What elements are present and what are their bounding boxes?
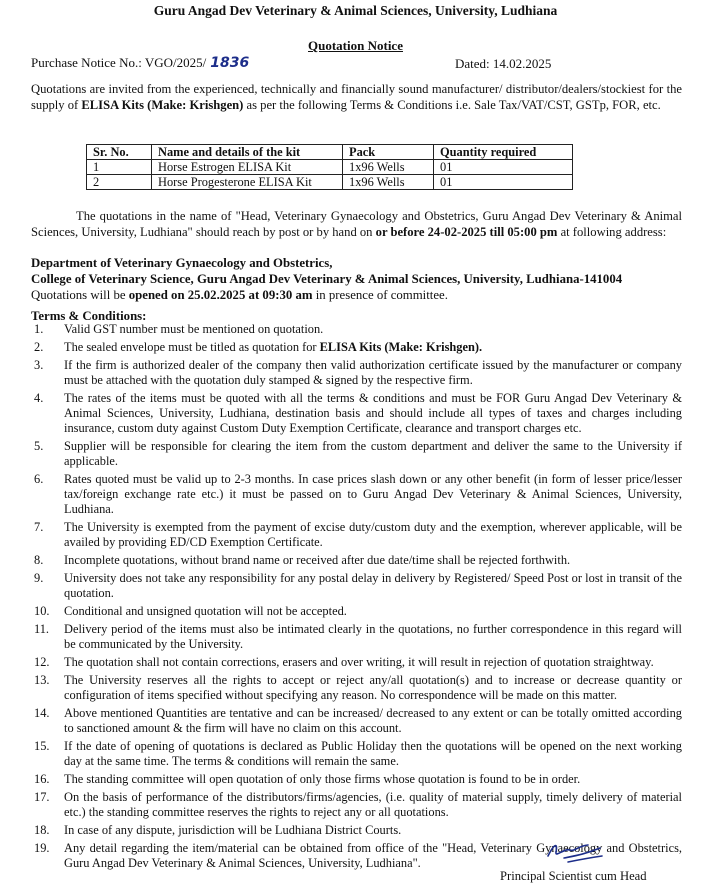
term-item	[31, 673, 682, 703]
term-number: 18.	[34, 823, 50, 837]
term-number: 10.	[34, 604, 50, 618]
term-text: The sealed envelope must be titled as quotation for	[64, 340, 320, 354]
term-number: 19.	[34, 841, 50, 855]
term-item	[31, 472, 682, 517]
term-text: If the date of opening of quotations is declared as Public Holiday then the quotations will be opened on the next working day at the same time. The terms & conditions will remain the same.	[64, 739, 682, 768]
cell-sr-no: 2	[87, 175, 152, 190]
purchase-notice-label: Purchase Notice No.: VGO/2025/	[31, 55, 207, 70]
term-text: On the basis of performance of the distributors/firms/agencies, (i.e. quality of material supply, timely delivery of material etc.) the standing committee reserves the rights to reject any or all quotations.	[64, 790, 682, 819]
term-number: 16.	[34, 772, 50, 786]
term-number: 3.	[34, 358, 44, 372]
address-college: College of Veterinary Science, Guru Angad Dev Veterinary & Animal Sciences, University, Ludhiana-141004	[31, 272, 623, 286]
term-item	[31, 790, 682, 820]
notice-title: Quotation Notice	[308, 38, 403, 53]
term-number: 17.	[34, 790, 50, 804]
term-text: Conditional and unsigned quotation will not be accepted.	[64, 604, 347, 618]
handwritten-notice-number: 1836	[210, 55, 250, 71]
term-item	[31, 553, 682, 568]
term-text: University does not take any responsibility for any postal delay in delivery by Registered/ Speed Post or lost in transit of the quotation.	[64, 571, 682, 600]
term-item	[31, 739, 682, 769]
term-text: Any detail regarding the item/material can be obtained from office of the "Head, Veterinary Gynaecology and Obstetrics, Guru Angad Dev Veterinary & Animal Sciences, University, Ludhiana".	[64, 841, 682, 870]
term-item	[31, 358, 682, 388]
table-row	[87, 175, 573, 190]
term-number: 1.	[34, 322, 44, 336]
term-number: 8.	[34, 553, 44, 567]
term-number: 5.	[34, 439, 44, 453]
col-sr-no: Sr. No.	[87, 145, 152, 160]
signer-title: Principal Scientist cum Head	[500, 869, 647, 883]
intro-paragraph: Quotations are invited from the experienced, technically and financially sound manufacturer/ distributor/dealers/stockiest for the supply of ELISA Kits (Make: Krishgen) as per the following Terms & Conditions i.e. Sale Tax/VAT/CST, GSTp, FOR, etc.	[31, 82, 682, 112]
cell-quantity: 01	[434, 175, 573, 190]
terms-heading: Terms & Conditions:	[31, 309, 147, 323]
term-number: 12.	[34, 655, 50, 669]
notice-date: Dated: 14.02.2025	[455, 56, 552, 71]
university-title: Guru Angad Dev Veterinary & Animal Sciences, University, Ludhiana	[153, 3, 558, 18]
term-item	[31, 655, 682, 670]
term-item	[31, 439, 682, 469]
submission-paragraph: The quotations in the name of "Head, Veterinary Gynaecology and Obstetrics, Guru Angad Dev Veterinary & Animal Sciences, University, Ludhiana" should reach by post or by hand on or before 24-02-2025 till 05:00 pm at following address:	[31, 209, 682, 239]
term-text: Delivery period of the items must also be intimated clearly in the quotations, no further correspondence in this regard will be communicated by the University.	[64, 622, 682, 651]
term-item	[31, 604, 682, 619]
term-text: Valid GST number must be mentioned on quotation.	[64, 322, 324, 336]
table-header-row	[87, 145, 573, 160]
term-number: 7.	[34, 520, 44, 534]
table-row	[87, 160, 573, 175]
opening-date: opened on 25.02.2025 at 09:30 am	[128, 288, 313, 302]
term-item	[31, 571, 682, 601]
term-number: 11.	[34, 622, 50, 636]
cell-sr-no: 1	[87, 160, 152, 175]
term-text: Supplier will be responsible for clearing the item from the custom department and deliver the same to the University if applicable.	[64, 439, 682, 468]
cell-kit-name: Horse Estrogen ELISA Kit	[152, 160, 343, 175]
term-item	[31, 340, 682, 355]
col-pack: Pack	[343, 145, 434, 160]
term-text: The standing committee will open quotation of only those firms whose quotation is found to be in order.	[64, 772, 581, 786]
term-text: The University is exempted from the payment of excise duty/custom duty and the exemption, wherever applicable, will be availed by providing ED/CD Exemption Certificate.	[64, 520, 682, 549]
opening-line: Quotations will be opened on 25.02.2025 at 09:30 am in presence of committee.	[31, 288, 448, 302]
col-quantity: Quantity required	[434, 145, 573, 160]
term-item	[31, 520, 682, 550]
terms-list	[31, 322, 682, 874]
cell-pack: 1x96 Wells	[343, 175, 434, 190]
term-bold-text: ELISA Kits (Make: Krishgen).	[319, 340, 483, 354]
purchase-notice-number	[31, 55, 249, 71]
term-item	[31, 391, 682, 436]
term-number: 6.	[34, 472, 44, 486]
submission-deadline: or before 24-02-2025 till 05:00 pm	[375, 225, 558, 239]
term-text: The quotation shall not contain corrections, erasers and over writing, it will result in rejection of quotation straightway.	[64, 655, 654, 669]
term-number: 13.	[34, 673, 50, 687]
intro-kit-name: ELISA Kits (Make: Krishgen)	[81, 98, 244, 112]
cell-quantity: 01	[434, 160, 573, 175]
term-number: 4.	[34, 391, 44, 405]
term-text: The University reserves all the rights to accept or reject any/all quotation(s) and to increase or decrease quantity or configuration of items specified without specifying any reason. No correspondence will be made on this matter.	[64, 673, 682, 702]
term-number: 15.	[34, 739, 50, 753]
term-text: Incomplete quotations, without brand name or received after due date/time shall be rejected forthwith.	[64, 553, 571, 567]
term-number: 2.	[34, 340, 44, 354]
kits-table	[86, 144, 573, 190]
signature-icon	[544, 836, 604, 866]
col-kit-name: Name and details of the kit	[152, 145, 343, 160]
term-number: 14.	[34, 706, 50, 720]
term-item	[31, 706, 682, 736]
term-text: Above mentioned Quantities are tentative and can be increased/ decreased to any extent or can be totally omitted according to sanctioned amount & the firm will have no claim on this account.	[64, 706, 682, 735]
address-department: Department of Veterinary Gynaecology and Obstetrics,	[31, 256, 333, 270]
term-item	[31, 772, 682, 787]
term-item	[31, 622, 682, 652]
term-text: The rates of the items must be quoted with all the terms & conditions and must be FOR Guru Angad Dev Veterinary & Animal Sciences, University, Ludhiana, destination basis and should include all types of taxes and charges including insurance, custom duty against Custom Duty Exemption Certificate, clearance and transport charges etc.	[64, 391, 682, 435]
term-item	[31, 322, 682, 337]
term-text: Rates quoted must be valid up to 2-3 months. In case prices slash down or any other benefit (in form of lesser price/lesser tax/foreign exchange rate etc.) it must be passed on to Guru Angad Dev Veterinary & Animal Sciences, University, Ludhiana.	[64, 472, 682, 516]
term-number: 9.	[34, 571, 44, 585]
cell-kit-name: Horse Progesterone ELISA Kit	[152, 175, 343, 190]
cell-pack: 1x96 Wells	[343, 160, 434, 175]
term-text: If the firm is authorized dealer of the company then valid authorization certificate issued by the manufacturer or company must be attached with the quotation duly stamped & signed by the respective firm.	[64, 358, 682, 387]
term-text: In case of any dispute, jurisdiction will be Ludhiana District Courts.	[64, 823, 402, 837]
